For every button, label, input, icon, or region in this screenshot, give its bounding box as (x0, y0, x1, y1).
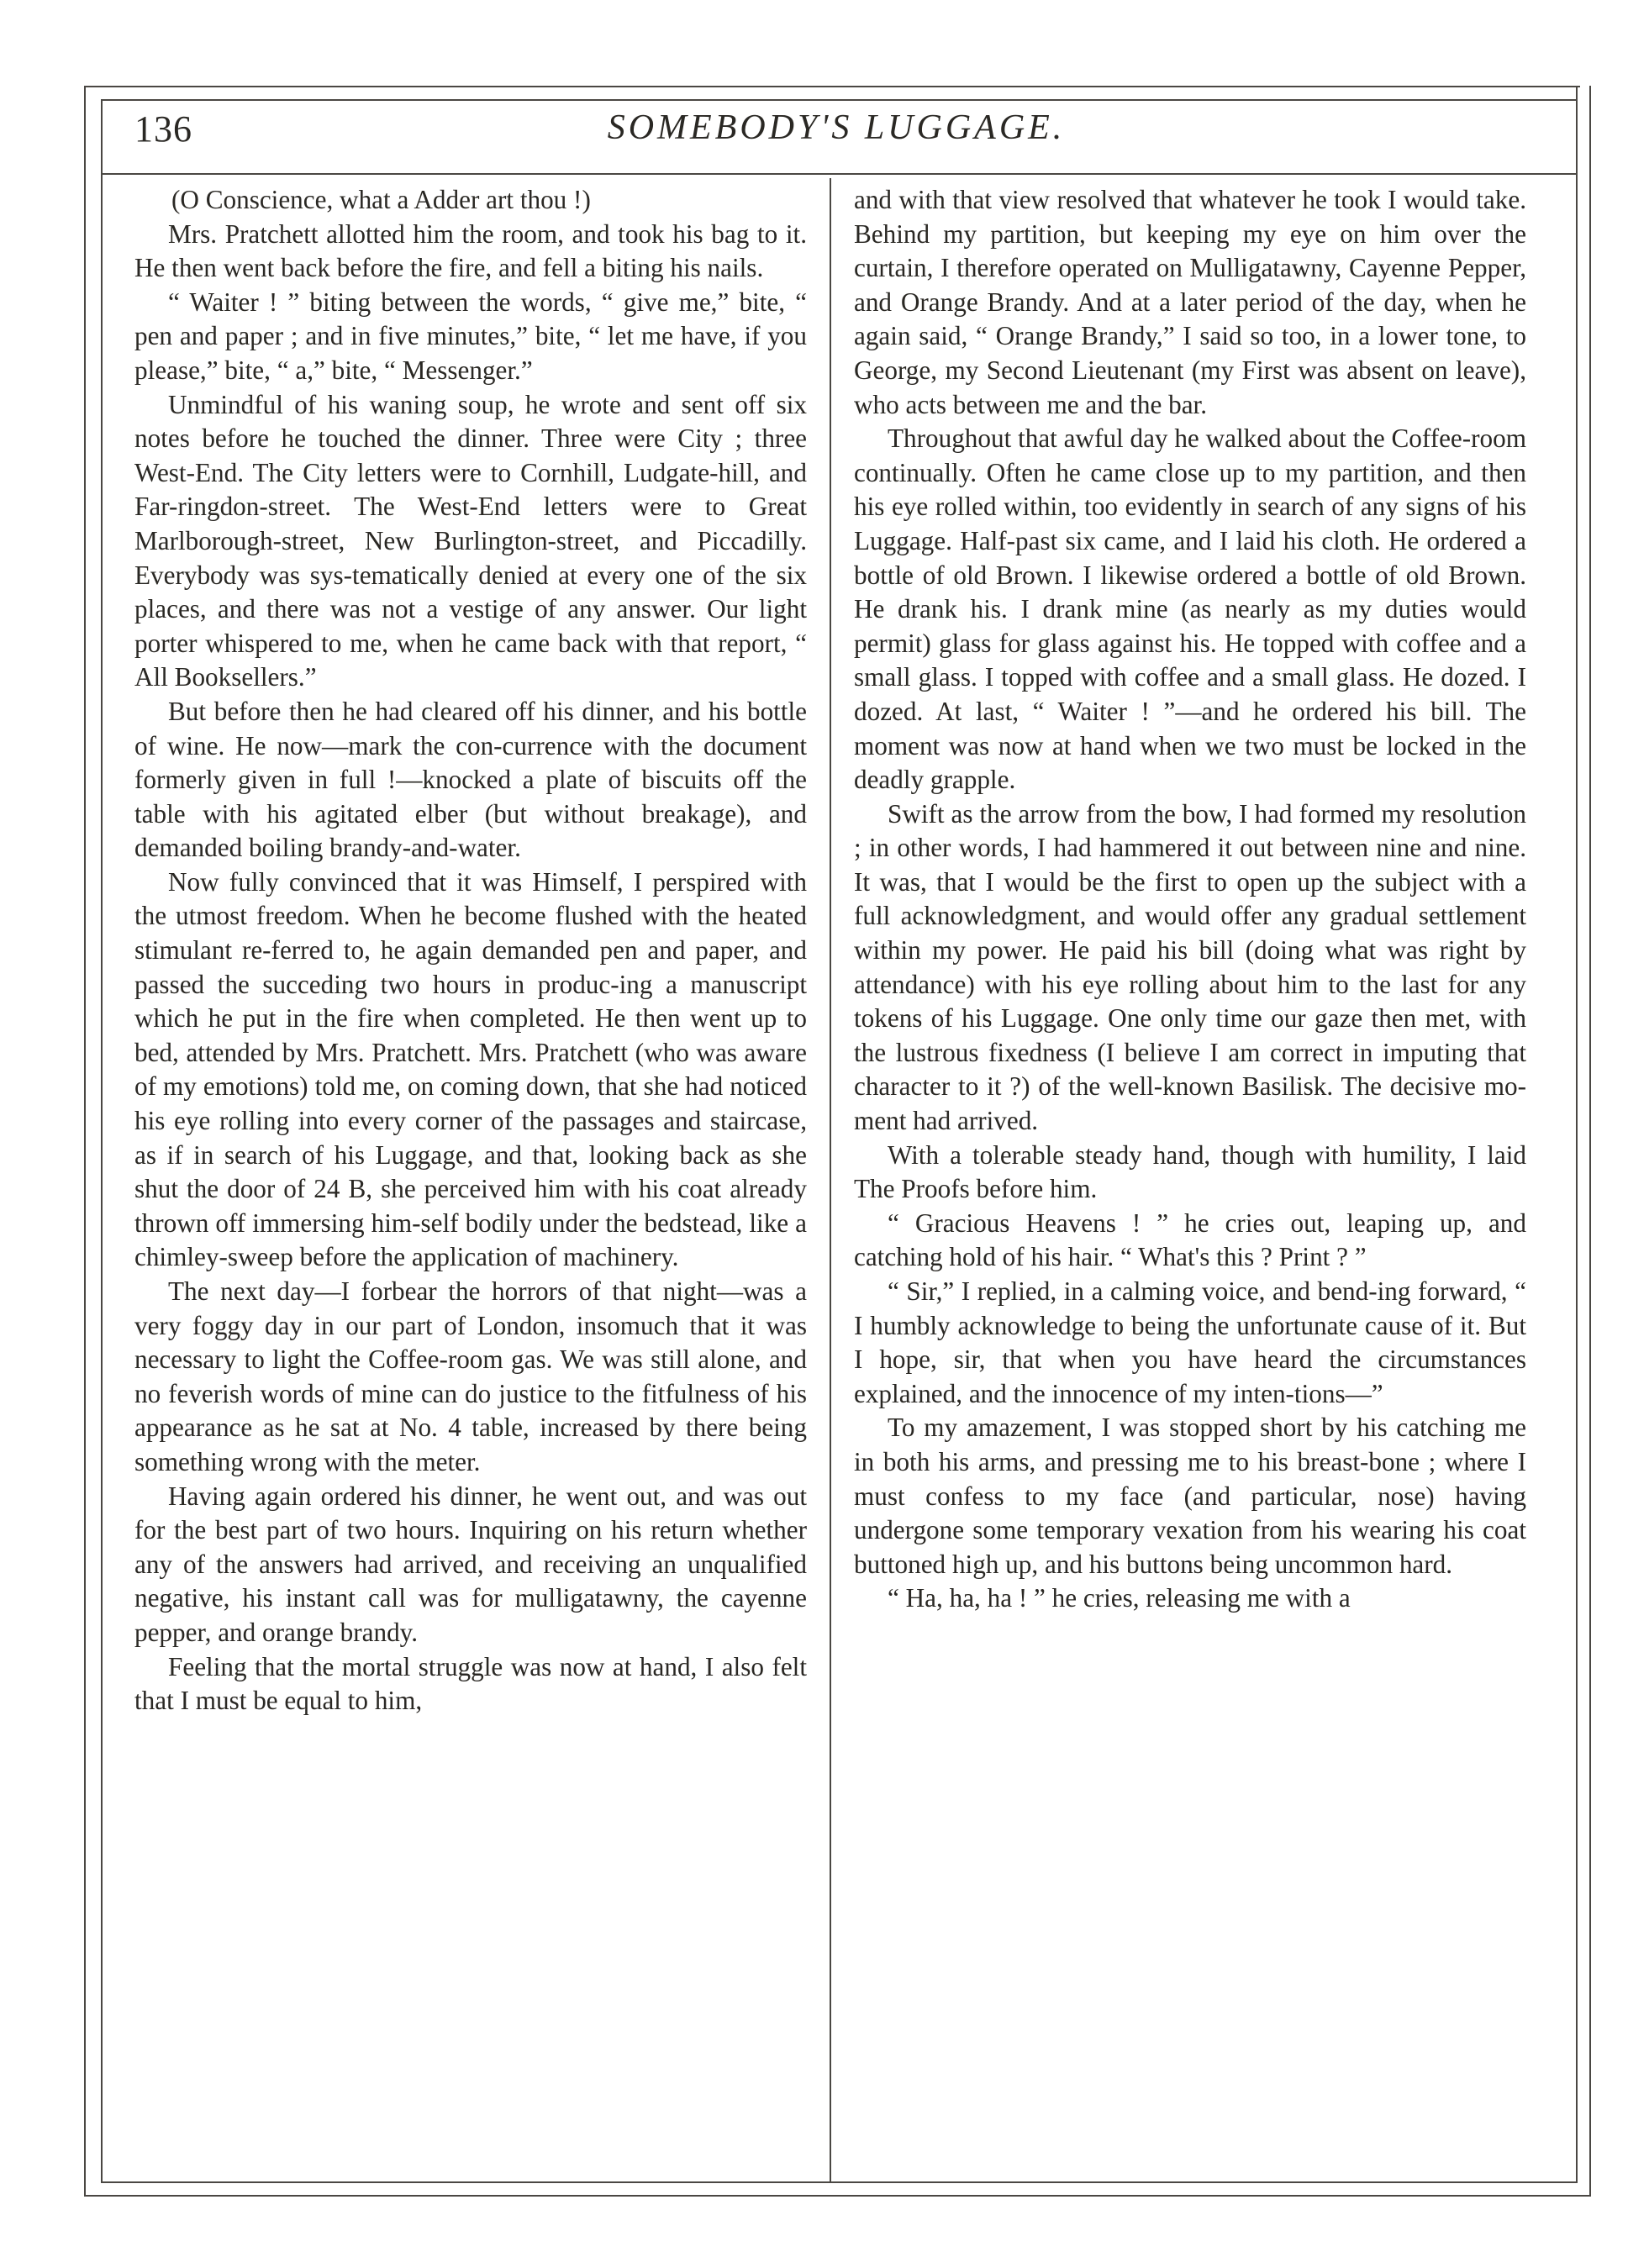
paragraph: “ Ha, ha, ha ! ” he cries, releasing me with a (888, 1583, 1351, 1613)
paragraph: Now fully convinced that it was Himself, I perspired with the utmost freedom. When he become flushed with the heated stimulant re-ferred to, he again demanded pen and paper, and passed the succeding two hours in produc-ing a manuscript which he put in the fire when completed. He then went up to bed, attended by Mrs. Pratchett. Mrs. Pratchett (who was aware of my emotions) told me, on coming down, that she had noticed his eye rolling into every corner of the passages and staircase, as if in search of his Luggage, and that, looking back as she shut the door of 24 B, she perceived him with his coat already thrown off immersing him-self bodily under the bedstead, like a chimley-sweep before the application of machinery. (134, 866, 807, 1272)
paragraph: With a tolerable steady hand, though with humility, I laid The Proofs before him. (854, 1139, 1526, 1204)
page-number: 136 (134, 108, 192, 150)
paragraph: To my amazement, I was stopped short by his catching me in both his arms, and pressing me to his breast-bone ; where I must confess to my face (and particular, nose) having undergone some temporary vexation from his wearing his coat buttoned high up, and his buttons being uncommon hard. (854, 1413, 1526, 1579)
column-divider (830, 178, 831, 2181)
paragraph: “ Sir,” I replied, in a calming voice, and bend-ing forward, “ I humbly acknowledge to being the unfortunate cause of it. But I hope, sir, that when you have heard the circumstances explained, and the innocence of my inten-tions—” (854, 1276, 1526, 1408)
paragraph: “ Waiter ! ” biting between the words, “ give me,” bite, “ pen and paper ; and in five minutes,” bite, “ let me have, if you please,” bite, “ a,” bite, “ Messenger.” (134, 287, 807, 385)
paragraph: Unmindful of his waning soup, he wrote and sent off six notes before he touched the dinner. Three were City ; three West-End. The City letters were to Cornhill, Ludgate-hill, and Far-ringdon-street. The West-End letters were to Great Marlborough-street, New Burlington-street, and Piccadilly. Everybody was sys-tematically denied at every one of the six places, and there was not a vestige of any answer. Our light porter whispered to me, when he came back with that report, “ All Booksellers.” (134, 389, 807, 692)
paragraph: Throughout that awful day he walked about the Coffee-room continually. Often he came close up to my partition, and then his eye rolled within, too evidently in search of any signs of his Luggage. Half-past six came, and I laid his cloth. He ordered a bottle of old Brown. I likewise ordered a bottle of old Brown. He drank his. I drank mine (as nearly as my duties would permit) glass for glass against his. He topped with coffee and a small glass. I topped with coffee and a small glass. He dozed. I dozed. At last, “ Waiter ! ”—and he ordered his bill. The moment was now at hand when we two must be locked in the deadly grapple. (854, 424, 1526, 795)
paragraph: Feeling that the mortal struggle was now at hand, I also felt that I must be equal to him, (134, 1651, 807, 1716)
top-rule-outer (84, 86, 1580, 87)
right-rule-outer (1589, 86, 1591, 2195)
bottom-rule-outer (84, 2195, 1591, 2197)
running-title: SOMEBODY'S LUGGAGE. (607, 108, 1066, 147)
paragraph: “ Gracious Heavens ! ” he cries out, leaping up, and catching hold of his hair. “ What's this ? Print ? ” (854, 1208, 1526, 1272)
top-rule-inner (101, 99, 1576, 101)
bottom-rule-inner (101, 2181, 1578, 2183)
paragraph: But before then he had cleared off his dinner, and his bottle of wine. He now—mark the con-currence with the document formerly given in full !—knocked a plate of biscuits off the table with his agitated elber (but without breakage), and demanded boiling brandy-and-water. (134, 696, 807, 863)
paragraph: and with that view resolved that whatever he took I would take. Behind my partition, but keeping my eye on him over the curtain, I therefore operated on Mulligatawny, Cayenne Pepper, and Orange Brandy. And at a later period of the day, when he again said, “ Orange Brandy,” I said so too, in a lower tone, to George, my Second Lieutenant (my First was absent on leave), who acts between me and the bar. (854, 185, 1526, 419)
right-column (854, 183, 1526, 1616)
paragraph: Mrs. Pratchett allotted him the room, and took his bag to it. He then went back before the fire, and fell a biting his nails. (134, 218, 807, 283)
left-rule-inner (101, 99, 103, 2181)
paragraph: Having again ordered his dinner, he went out, and was out for the best part of two hours. Inquiring on his return whether any of the answers had arrived, and receiving an unqualified negative, his instant call was for mulligatawny, the cayenne pepper, and orange brandy. (134, 1481, 807, 1647)
right-rule-inner (1576, 86, 1578, 2181)
paragraph: (O Conscience, what a Adder art thou !) (171, 185, 591, 214)
left-rule-outer (84, 86, 86, 2195)
paragraph: The next day—I forbear the horrors of that night—was a very foggy day in our part of London, insomuch that it was necessary to light the Coffee-room gas. We was still alone, and no feverish words of mine can do justice to the fitfulness of his appearance as he sat at No. 4 table, increased by there being something wrong with the meter. (134, 1276, 807, 1476)
header-rule (101, 173, 1576, 175)
running-head (134, 108, 1538, 166)
paragraph: Swift as the arrow from the bow, I had formed my resolution ; in other words, I had hammered it out between nine and nine. It was, that I would be the first to open up the subject with a full acknowledgment, and would offer any gradual settlement within my power. He paid his bill (doing what was right by attendance) with his eye rolling about him to the last for any tokens of his Luggage. One only time our gaze then met, with the lustrous fixedness (I believe I am correct in imputing that character to it ?) of the well-known Basilisk. The decisive mo-ment had arrived. (854, 798, 1526, 1136)
left-column (134, 183, 807, 1718)
